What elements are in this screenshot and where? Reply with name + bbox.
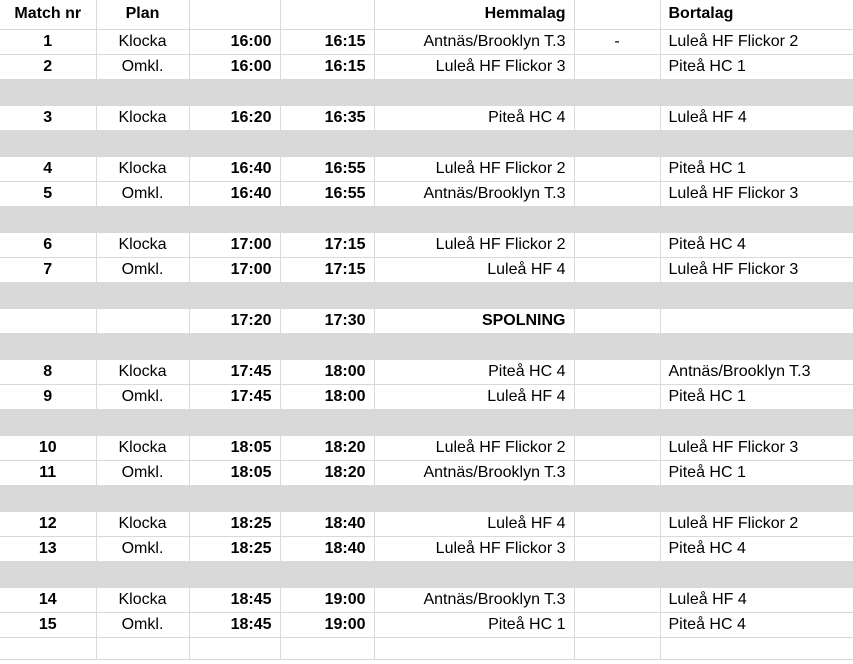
cell-match-nr[interactable] [0,333,96,359]
cell-dash[interactable]: - [574,29,660,54]
match-row [0,359,853,384]
cell-end-time[interactable]: 17:15 [280,257,374,282]
cell-away-team[interactable]: Luleå HF 4 [660,105,853,130]
cell-plan[interactable]: Omkl. [96,257,189,282]
cell-start-time[interactable] [189,485,280,511]
cell-plan[interactable]: Klocka [96,105,189,130]
cell-home-team[interactable] [374,282,574,308]
cell-dash[interactable] [574,637,660,659]
cell-start-time[interactable]: 18:25 [189,511,280,536]
cell-away-team[interactable] [660,333,853,359]
cell-away-team[interactable]: Piteå HC 1 [660,156,853,181]
cell-end-time[interactable]: 16:15 [280,54,374,79]
cell-dash[interactable] [574,282,660,308]
cell-match-nr[interactable]: 15 [0,612,96,637]
cell-home-team[interactable] [374,637,574,659]
cell-start-time[interactable]: 17:45 [189,384,280,409]
cell-plan[interactable] [96,282,189,308]
cell-plan[interactable]: Omkl. [96,536,189,561]
separator-row [0,561,853,587]
cell-plan[interactable]: Klocka [96,29,189,54]
cell-start-time[interactable]: 16:40 [189,156,280,181]
cell-match-nr[interactable]: 6 [0,232,96,257]
cell-start-time[interactable]: 18:05 [189,460,280,485]
cell-home-team[interactable]: Luleå HF 4 [374,257,574,282]
cell-dash[interactable] [574,587,660,612]
header-dash[interactable] [574,0,660,29]
cell-away-team[interactable]: Piteå HC 1 [660,384,853,409]
match-row [0,105,853,130]
cell-plan[interactable] [96,561,189,587]
cell-match-nr[interactable]: 1 [0,29,96,54]
match-row [0,511,853,536]
cell-away-team[interactable] [660,282,853,308]
cell-plan[interactable] [96,206,189,232]
cell-dash[interactable] [574,181,660,206]
cell-match-nr[interactable] [0,561,96,587]
cell-dash[interactable] [574,333,660,359]
cell-start-time[interactable] [189,561,280,587]
cell-dash[interactable] [574,257,660,282]
cell-dash[interactable] [574,79,660,105]
cell-away-team[interactable]: Piteå HC 4 [660,536,853,561]
cell-start-time[interactable]: 18:45 [189,612,280,637]
cell-home-team[interactable]: Antnäs/Brooklyn T.3 [374,460,574,485]
cell-plan[interactable] [96,409,189,435]
cell-plan[interactable] [96,333,189,359]
cell-start-time[interactable]: 18:05 [189,435,280,460]
cell-home-team[interactable] [374,130,574,156]
separator-row [0,282,853,308]
cell-match-nr[interactable]: 4 [0,156,96,181]
cell-match-nr[interactable] [0,485,96,511]
cell-end-time[interactable]: 18:20 [280,435,374,460]
cell-match-nr[interactable]: 2 [0,54,96,79]
cell-away-team[interactable]: Antnäs/Brooklyn T.3 [660,359,853,384]
cell-away-team[interactable]: Piteå HC 4 [660,612,853,637]
cell-away-team[interactable]: Piteå HC 1 [660,460,853,485]
cell-plan[interactable]: Klocka [96,232,189,257]
cell-home-team[interactable]: Luleå HF Flickor 3 [374,54,574,79]
cell-match-nr[interactable]: 11 [0,460,96,485]
cell-plan[interactable]: Klocka [96,435,189,460]
cell-plan[interactable]: Klocka [96,156,189,181]
header-away[interactable]: Bortalag [660,0,853,29]
cell-dash[interactable] [574,536,660,561]
cell-start-time[interactable] [189,206,280,232]
header-plan[interactable]: Plan [96,0,189,29]
cell-plan[interactable] [96,308,189,333]
cell-end-time[interactable]: 17:15 [280,232,374,257]
cell-home-team[interactable]: Luleå HF Flickor 3 [374,536,574,561]
cell-home-team[interactable]: Piteå HC 1 [374,612,574,637]
cell-match-nr[interactable]: 13 [0,536,96,561]
cell-start-time[interactable] [189,130,280,156]
cell-start-time[interactable]: 17:00 [189,232,280,257]
cell-start-time[interactable] [189,282,280,308]
match-row [0,181,853,206]
cell-match-nr[interactable]: 7 [0,257,96,282]
cell-away-team[interactable] [660,409,853,435]
cell-home-team[interactable]: Luleå HF Flickor 2 [374,156,574,181]
cell-plan[interactable]: Klocka [96,359,189,384]
cell-end-time[interactable] [280,79,374,105]
cell-away-team[interactable]: Luleå HF Flickor 3 [660,435,853,460]
match-row [0,232,853,257]
cell-away-team[interactable] [660,308,853,333]
cell-start-time[interactable]: 18:25 [189,536,280,561]
cell-dash[interactable] [574,130,660,156]
cell-dash[interactable] [574,485,660,511]
cell-away-team[interactable]: Luleå HF Flickor 3 [660,181,853,206]
match-row [0,54,853,79]
separator-row [0,79,853,105]
cell-end-time[interactable] [280,637,374,659]
match-row [0,29,853,54]
separator-row [0,333,853,359]
cell-match-nr[interactable]: 5 [0,181,96,206]
cell-home-team[interactable] [374,561,574,587]
cell-end-time[interactable]: 18:00 [280,359,374,384]
cell-home-team[interactable]: Luleå HF 4 [374,511,574,536]
header-end[interactable] [280,0,374,29]
cell-away-team[interactable]: Piteå HC 4 [660,232,853,257]
cell-end-time[interactable]: 16:15 [280,29,374,54]
cell-match-nr[interactable]: 8 [0,359,96,384]
cell-end-time[interactable]: 16:55 [280,156,374,181]
cell-dash[interactable] [574,409,660,435]
cell-away-team[interactable] [660,637,853,659]
cell-match-nr[interactable] [0,308,96,333]
header-home[interactable]: Hemmalag [374,0,574,29]
cell-start-time[interactable] [189,333,280,359]
cell-plan[interactable]: Omkl. [96,181,189,206]
cell-start-time[interactable]: 17:45 [189,359,280,384]
break-row [0,308,853,333]
match-row [0,536,853,561]
cell-end-time[interactable] [280,206,374,232]
cell-dash[interactable] [574,359,660,384]
cell-dash[interactable] [574,612,660,637]
cell-match-nr[interactable]: 10 [0,435,96,460]
cell-start-time[interactable]: 16:00 [189,54,280,79]
cell-start-time[interactable]: 17:20 [189,308,280,333]
cell-home-team[interactable]: Luleå HF Flickor 2 [374,435,574,460]
separator-row [0,409,853,435]
cell-match-nr[interactable]: 9 [0,384,96,409]
cell-match-nr[interactable]: 12 [0,511,96,536]
cell-plan[interactable]: Omkl. [96,460,189,485]
cell-dash[interactable] [574,232,660,257]
cell-match-nr[interactable] [0,206,96,232]
cell-away-team[interactable]: Luleå HF Flickor 2 [660,29,853,54]
match-row [0,587,853,612]
cell-start-time[interactable]: 16:40 [189,181,280,206]
cell-start-time[interactable]: 16:00 [189,29,280,54]
cell-plan[interactable]: Omkl. [96,612,189,637]
cell-end-time[interactable]: 19:00 [280,612,374,637]
cell-away-team[interactable]: Piteå HC 1 [660,54,853,79]
cell-match-nr[interactable]: 3 [0,105,96,130]
cell-end-time[interactable] [280,130,374,156]
cell-start-time[interactable]: 17:00 [189,257,280,282]
cell-match-nr[interactable] [0,79,96,105]
cell-end-time[interactable] [280,485,374,511]
cell-end-time[interactable] [280,282,374,308]
header-match-nr[interactable]: Match nr [0,0,96,29]
cell-match-nr[interactable] [0,130,96,156]
cell-start-time[interactable]: 18:45 [189,587,280,612]
cell-plan[interactable]: Omkl. [96,384,189,409]
cell-away-team[interactable] [660,130,853,156]
cell-start-time[interactable] [189,409,280,435]
cell-home-team[interactable]: SPOLNING [374,308,574,333]
match-row [0,460,853,485]
cell-end-time[interactable]: 18:40 [280,536,374,561]
cell-dash[interactable] [574,561,660,587]
cell-dash[interactable] [574,435,660,460]
separator-row [0,485,853,511]
cell-plan[interactable]: Klocka [96,587,189,612]
cell-home-team[interactable]: Piteå HC 4 [374,105,574,130]
cell-home-team[interactable] [374,409,574,435]
cell-dash[interactable] [574,384,660,409]
cell-home-team[interactable]: Luleå HF 4 [374,384,574,409]
match-row [0,612,853,637]
cell-match-nr[interactable] [0,637,96,659]
cell-plan[interactable] [96,485,189,511]
cell-match-nr[interactable]: 14 [0,587,96,612]
cell-end-time[interactable]: 17:30 [280,308,374,333]
cell-match-nr[interactable] [0,282,96,308]
cell-end-time[interactable]: 16:55 [280,181,374,206]
cell-plan[interactable] [96,637,189,659]
cell-away-team[interactable]: Luleå HF Flickor 2 [660,511,853,536]
cell-plan[interactable] [96,130,189,156]
cell-away-team[interactable] [660,485,853,511]
cell-end-time[interactable]: 18:20 [280,460,374,485]
cell-home-team[interactable] [374,333,574,359]
cell-home-team[interactable]: Antnäs/Brooklyn T.3 [374,181,574,206]
match-row [0,384,853,409]
cell-dash[interactable] [574,105,660,130]
cell-away-team[interactable]: Luleå HF Flickor 3 [660,257,853,282]
cell-dash[interactable] [574,156,660,181]
cell-home-team[interactable]: Antnäs/Brooklyn T.3 [374,587,574,612]
cell-home-team[interactable] [374,79,574,105]
header-start[interactable] [189,0,280,29]
separator-row [0,130,853,156]
match-row [0,435,853,460]
cell-end-time[interactable] [280,333,374,359]
cell-plan[interactable]: Klocka [96,511,189,536]
cell-plan[interactable]: Omkl. [96,54,189,79]
empty-row [0,637,853,659]
cell-plan[interactable] [96,79,189,105]
cell-dash[interactable] [574,511,660,536]
header-row [0,0,853,29]
cell-end-time[interactable]: 19:00 [280,587,374,612]
cell-away-team[interactable] [660,561,853,587]
separator-row [0,206,853,232]
cell-away-team[interactable] [660,79,853,105]
cell-dash[interactable] [574,54,660,79]
match-row [0,257,853,282]
cell-dash[interactable] [574,308,660,333]
cell-start-time[interactable] [189,637,280,659]
cell-end-time[interactable] [280,561,374,587]
cell-end-time[interactable] [280,409,374,435]
cell-match-nr[interactable] [0,409,96,435]
cell-start-time[interactable] [189,79,280,105]
cell-end-time[interactable]: 18:40 [280,511,374,536]
match-row [0,156,853,181]
cell-home-team[interactable] [374,485,574,511]
cell-dash[interactable] [574,206,660,232]
cell-home-team[interactable] [374,206,574,232]
cell-end-time[interactable]: 18:00 [280,384,374,409]
cell-home-team[interactable]: Antnäs/Brooklyn T.3 [374,29,574,54]
cell-away-team[interactable] [660,206,853,232]
cell-away-team[interactable]: Luleå HF 4 [660,587,853,612]
cell-home-team[interactable]: Luleå HF Flickor 2 [374,232,574,257]
cell-end-time[interactable]: 16:35 [280,105,374,130]
cell-home-team[interactable]: Piteå HC 4 [374,359,574,384]
cell-dash[interactable] [574,460,660,485]
cell-start-time[interactable]: 16:20 [189,105,280,130]
